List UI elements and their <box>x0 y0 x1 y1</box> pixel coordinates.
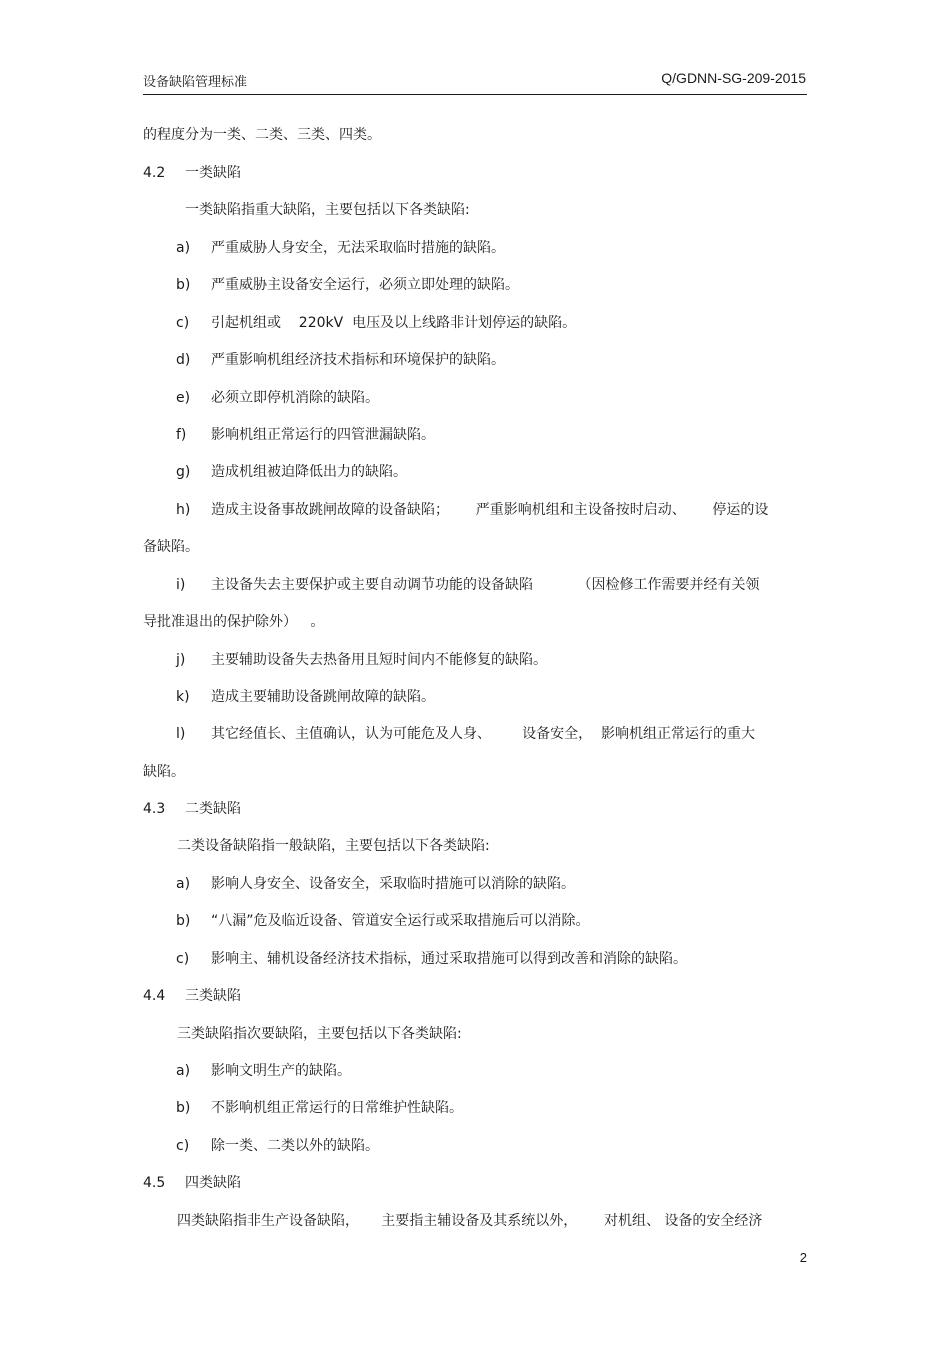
section-title: 三类缺陷 <box>185 988 241 1004</box>
list-item <box>176 350 505 370</box>
list-text: 主设备失去主要保护或主要自动调节功能的设备缺陷 （因检修工作需要并经有关领 <box>211 577 760 593</box>
list-label: f) <box>176 427 187 443</box>
list-label: a) <box>176 1063 191 1079</box>
list-label: d) <box>176 352 191 368</box>
section-number: 4.2 <box>143 165 166 181</box>
list-text: 造成机组被迫降低出力的缺陷。 <box>211 464 407 480</box>
section-number: 4.4 <box>143 988 166 1004</box>
section-lead: 二类设备缺陷指一般缺陷，主要包括以下各类缺陷: <box>177 838 490 854</box>
list-item <box>176 238 505 258</box>
page-number: 2 <box>799 1250 807 1265</box>
list-text: 其它经值长、主值确认，认为可能危及人身、 设备安全， 影响机组正常运行的重大 <box>211 726 756 742</box>
section-heading-4-3 <box>143 799 241 819</box>
list-item <box>176 425 435 445</box>
list-label: l) <box>176 726 186 742</box>
list-label: g) <box>176 464 191 480</box>
paragraph-continuation: 的程度分为一类、二类、三类、四类。 <box>143 127 381 143</box>
section-heading-4-5 <box>143 1173 241 1193</box>
list-item <box>176 500 768 520</box>
list-label: i) <box>176 577 186 593</box>
list-text: 不影响机组正常运行的日常维护性缺陷。 <box>211 1100 463 1116</box>
list-label: e) <box>176 390 191 406</box>
list-text: 主要辅助设备失去热备用且短时间内不能修复的缺陷。 <box>211 652 547 668</box>
list-item <box>176 911 590 931</box>
list-item <box>176 275 519 295</box>
list-item <box>176 313 576 333</box>
section-heading-4-2 <box>143 163 241 183</box>
list-item <box>176 874 575 894</box>
list-text: 引起机组或 220kV 电压及以上线路非计划停运的缺陷。 <box>211 315 577 331</box>
section-title: 一类缺陷 <box>185 165 241 181</box>
list-label: b) <box>176 277 191 293</box>
list-text: 造成主要辅助设备跳闸故障的缺陷。 <box>211 689 435 705</box>
list-text: 影响机组正常运行的四管泄漏缺陷。 <box>211 427 435 443</box>
list-item <box>176 388 379 408</box>
list-label: c) <box>176 1138 190 1154</box>
list-text: 除一类、二类以外的缺陷。 <box>211 1138 379 1154</box>
list-label: k) <box>176 689 190 705</box>
section-lead: 三类缺陷指次要缺陷，主要包括以下各类缺陷: <box>177 1026 462 1042</box>
list-label: c) <box>176 315 190 331</box>
section-lead: 四类缺陷指非生产设备缺陷， 主要指主辅设备及其系统以外， 对机组、 设备的安全经济 <box>177 1213 763 1229</box>
section-number: 4.5 <box>143 1175 166 1191</box>
list-label: a) <box>176 240 191 256</box>
list-item <box>176 462 407 482</box>
list-label: j) <box>176 652 186 668</box>
list-text: 造成主设备事故跳闸故障的设备缺陷； 严重影响机组和主设备按时启动、 停运的设 <box>211 502 769 518</box>
list-label: h) <box>176 502 191 518</box>
list-text: “八漏”危及临近设备、管道安全运行或采取措施后可以消除。 <box>211 913 590 929</box>
list-text: 必须立即停机消除的缺陷。 <box>211 390 379 406</box>
doc-title: 设备缺陷管理标准 <box>143 75 248 90</box>
list-text: 影响文明生产的缺陷。 <box>211 1063 351 1079</box>
doc-code: Q/GDNN-SG-209-2015 <box>661 70 806 86</box>
list-text: 严重威胁人身安全，无法采取临时措施的缺陷。 <box>211 240 505 256</box>
section-heading-4-4 <box>143 986 241 1006</box>
list-item <box>176 1098 463 1118</box>
section-title: 四类缺陷 <box>185 1175 241 1191</box>
list-text: 严重影响机组经济技术指标和环境保护的缺陷。 <box>211 352 505 368</box>
section-title: 二类缺陷 <box>185 801 241 817</box>
list-label: b) <box>176 913 191 929</box>
header-divider <box>143 94 807 95</box>
list-label: b) <box>176 1100 191 1116</box>
list-text: 影响人身安全、设备安全，采取临时措施可以消除的缺陷。 <box>211 876 575 892</box>
section-lead: 一类缺陷指重大缺陷，主要包括以下各类缺陷: <box>185 202 470 218</box>
list-item <box>176 650 547 670</box>
list-text: 影响主、辅机设备经济技术指标，通过采取措施可以得到改善和消除的缺陷。 <box>211 951 687 967</box>
list-item-continuation: 备缺陷。 <box>143 539 199 555</box>
list-item <box>176 949 687 969</box>
list-item <box>176 575 760 595</box>
list-label: a) <box>176 876 191 892</box>
list-text: 严重威胁主设备安全运行，必须立即处理的缺陷。 <box>211 277 519 293</box>
list-item-continuation: 缺陷。 <box>143 764 185 780</box>
list-item-continuation: 导批准退出的保护除外） 。 <box>143 614 325 630</box>
list-item <box>176 1061 351 1081</box>
list-item <box>176 724 755 744</box>
list-item <box>176 687 435 707</box>
list-label: c) <box>176 951 190 967</box>
section-number: 4.3 <box>143 801 166 817</box>
list-item <box>176 1136 379 1156</box>
